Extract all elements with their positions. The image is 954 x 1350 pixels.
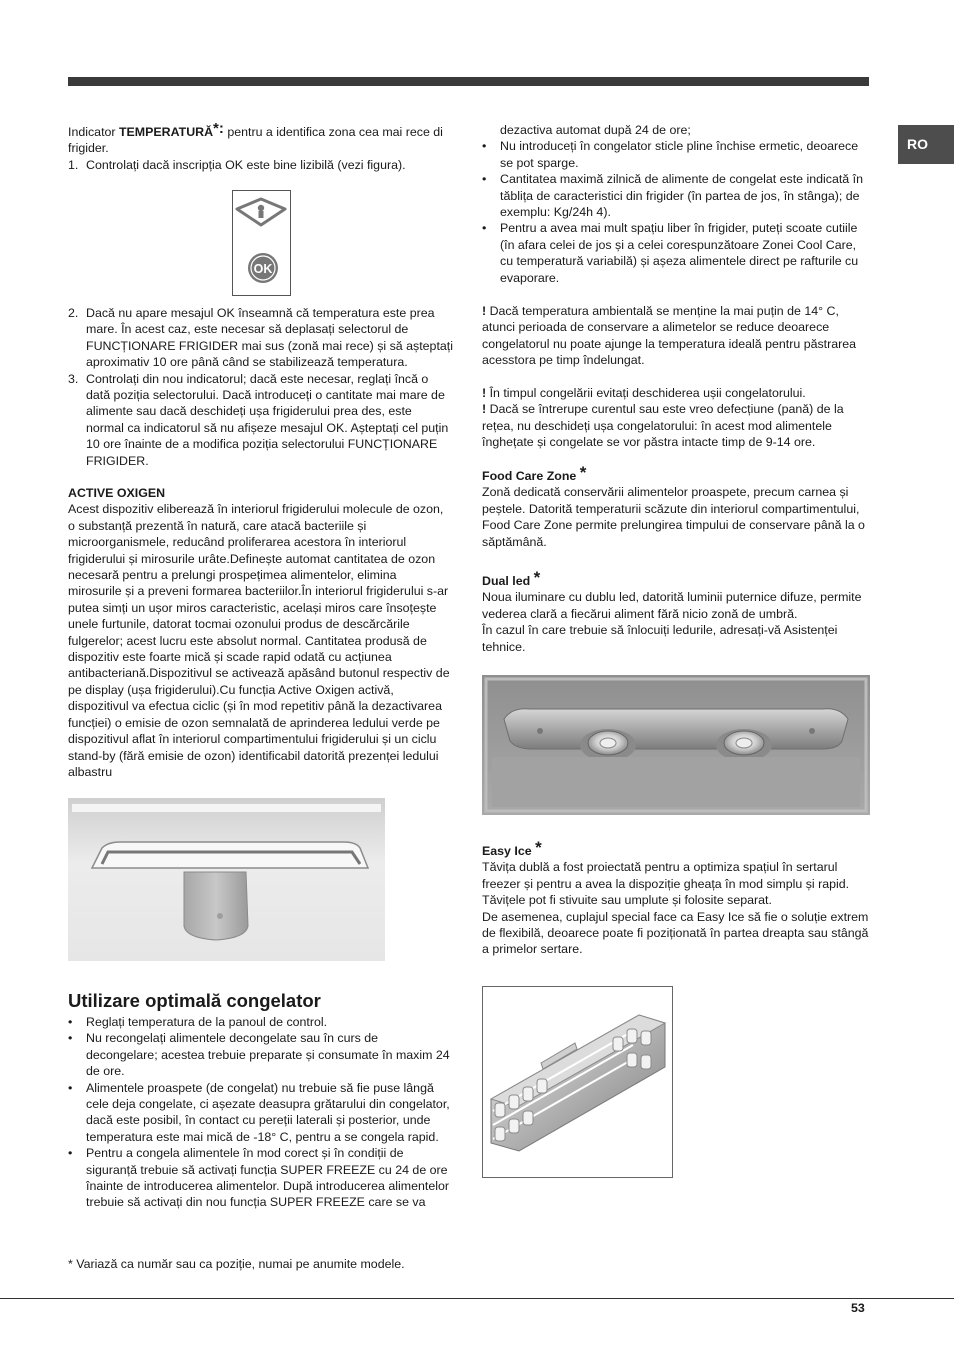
temperature-indicator-intro: Indicator TEMPERATURĂ*: pentru a identifica zona cea mai rece di frigider. (68, 120, 443, 156)
warning-icon: ! (482, 402, 487, 417)
food-care-zone-text: Zonă dedicată conservării alimentelor proaspete, precum carnea și peștele. Datorită temperaturii scăzute din interiorul compartimentului, Food Care Zone permite prelungirea timpului de conservare până la o săptămână. (482, 485, 865, 549)
active-oxigen-title: ACTIVE OXIGEN (68, 486, 166, 500)
language-tab: RO (898, 125, 954, 164)
dual-led-title: Dual led * (482, 568, 541, 588)
easy-ice-flex-text: De asemenea, cuplajul special face ca Easy Ice să fie o soluție extrem de flexibilă, deoarece poate fi poziționată în partea dreapta sau stângă a primelor sertare. (482, 909, 869, 957)
step-2: 2. Dacă nu apare mesajul OK înseamnă că temperatura este prea mare. În acest caz, este necesar să deplasați selectorul de FUNCȚIONARE FRIGIDER mai sus (zonă mai rece) și să așteptați aproximativ 10 ore până când se stabilizează temperatura. (68, 306, 453, 370)
freezer-tips-list-continued (482, 138, 870, 286)
food-care-zone-title: Food Care Zone * (482, 463, 587, 483)
warning-icon: ! (482, 304, 487, 318)
easy-ice-photo (482, 986, 673, 1178)
list-item: • Reglați temperatura de la panoul de control. (68, 1015, 328, 1029)
active-oxigen-section (68, 485, 453, 780)
ok-label: OK (253, 262, 273, 276)
freezer-section (68, 1014, 453, 1211)
dual-led-service-text: În cazul în care trebuie să înlocuiți ledurile, adresați-vă Asistenței tehnice. (482, 623, 838, 654)
food-care-zone-section (482, 463, 870, 550)
page-number: 53 (851, 1301, 865, 1315)
easy-ice-title: Easy Ice * (482, 838, 542, 858)
active-oxigen-text: Acest dispozitiv eliberează în interiorul frigiderului molecule de ozon, o substanță prezentă în natură, care atacă bacteriile și microorganismele, reducând proliferarea acestora în interiorul frigiderului și mirosurile urâte.Definește automat cantitatea de ozon necesară pentru a prelungi prospețimea alimentelor, elimina mirosurile și a preveni formarea bacteriilor.În interiorul frigiderului s-ar putea simți un ușor miros caracteristic, același miros care însoțește unele furtunile, datorat tocmai ozonului produs de descărcările fulgerelor; acest lucru este absolut normal. Cantitatea produsă de dispozitiv este foarte mică și scade rapid odată cu acțiunea antibacteriană.Dispozitivul se activează apăsând butonul respectiv de pe display (ușa frigiderului).Cu funcția Active Oxigen activă, dispozitivul va efectua ciclic (și în mod repetitiv până la dezactivarea funcției) o emisie de ozon semnalată de aprinderea ledului verde pe dispozitivul aflat în interiorul compartimentului frigiderului și un ciclu stand-by (fără emisie de ozon) identificabil datorită prezenței ledului albastru (68, 502, 450, 779)
freezer-tips-list (68, 1014, 453, 1211)
easy-ice-text: Tăvița dublă a fost proiectată pentru a optimiza spațiul în sertarul freezer și pentru a avea la dispoziție gheața în mod simplu și rapid. Tăvițele pot fi stivuite sau umplute și folosite separat. (482, 860, 850, 908)
left-column-top (68, 120, 453, 173)
right-column-top (482, 122, 870, 286)
dual-led-text: Noua iluminare cu dublu led, datorită luminii puternice difuze, permite vederea clară a fiecărui aliment fără nicio zonă de umbră. (482, 590, 862, 621)
easy-ice-section (482, 838, 870, 958)
dual-led-section (482, 568, 870, 655)
list-item: • Pentru a avea mai mult spațiu liber în frigider, puteți scoate cutiile (în afara celei de jos și a celei corespunzătoare Zonei Cool Care, cu temperatură variabilă) și așeza alimentele direct pe rafturile cu evaporare. (482, 221, 859, 285)
list-item: • Nu recongelați alimentele decongelate sau în curs de decongelare; acestea trebuie preparate și consumate în maxim 24 de ore. (68, 1031, 450, 1079)
list-item: • Nu introduceți în congelator sticle pline închise ermetic, deoarece se pot sparge. (482, 139, 859, 170)
step-1: 1. Controlați dacă inscripția OK este bine lizibilă (vezi figura). (68, 157, 406, 172)
footer-rule (0, 1298, 954, 1299)
footnote: * Variază ca număr sau ca poziție, numai pe anumite modele. (68, 1257, 405, 1271)
list-item: • Cantitatea maximă zilnică de alimente de congelat este indicată în tăblița de caracteristici din frigider (în partea de jos, în stânga); de exemplu: Kg/24h 4). (482, 172, 863, 220)
list-item: • Alimentele proaspete (de congelat) nu trebuie să fie puse lângă cele deja congelate, ci așezate deasupra grătarului din congelator, dacă este posibil, în contact cu pereții laterali și posterior, unde temperatura este mai mică de -18° C, pentru a se congela rapid. (68, 1080, 450, 1144)
steps-list-b (68, 305, 453, 469)
warning-door: ! În timpul congelării evitați deschiderea ușii congelatorului. (482, 386, 806, 400)
warnings-block-1 (482, 303, 870, 369)
step-3: 3. Controlați din nou indicatorul; dacă este necesar, reglați încă o dată poziția selectorului. Dacă introduceți o cantitate mai mare de alimente sau dacă deschideți ușa frigiderului prea des, este normal ca indicatorul să nu afișeze mesajul OK. Așteptați cel puțin 10 ore înainte de a modifica poziția selectorului FUNCȚIONARE FRIGIDER. (68, 371, 449, 468)
steps-list-a (68, 157, 453, 173)
freezer-tips-continued: dezactiva automat după 24 de ore; (500, 123, 691, 137)
ok-indicator-figure (232, 190, 291, 296)
warning-icon: ! (482, 386, 487, 400)
warning-power-cut: ! Dacă se întrerupe curentul sau este vreo defecțiune (pană) de la rețea, nu deschideți ușa congelatorului: în acest mod alimentele înghețate și congelate se vor păstra intacte timp de 9-14 ore. (482, 402, 844, 450)
left-column-steps (68, 305, 453, 469)
dual-led-photo (482, 675, 870, 815)
header-rule (68, 77, 869, 86)
warning-ambient-temp: ! Dacă temperatura ambientală se menține la mai puțin de 14° C, atunci perioada de conservare a alimetelor se reduce deoarece congelatorul nu poate ajunge la temperatura ideală pentru păstrarea acesstora pe timp îndelungat. (482, 304, 857, 368)
freezer-section-title: Utilizare optimală congelator (68, 990, 321, 1011)
active-oxigen-photo (68, 798, 385, 961)
temperature-indicator-icon (233, 191, 290, 295)
warnings-block-2 (482, 385, 870, 451)
list-item: • Pentru a congela alimentele în mod corect și în condiții de siguranță trebuie să activați funcția SUPER FREEZE cu 24 de ore înainte de introducerea alimentelor. După introducerea alimentelor trebuie să activați din nou funcția SUPER FREEZE care se va (68, 1146, 449, 1210)
